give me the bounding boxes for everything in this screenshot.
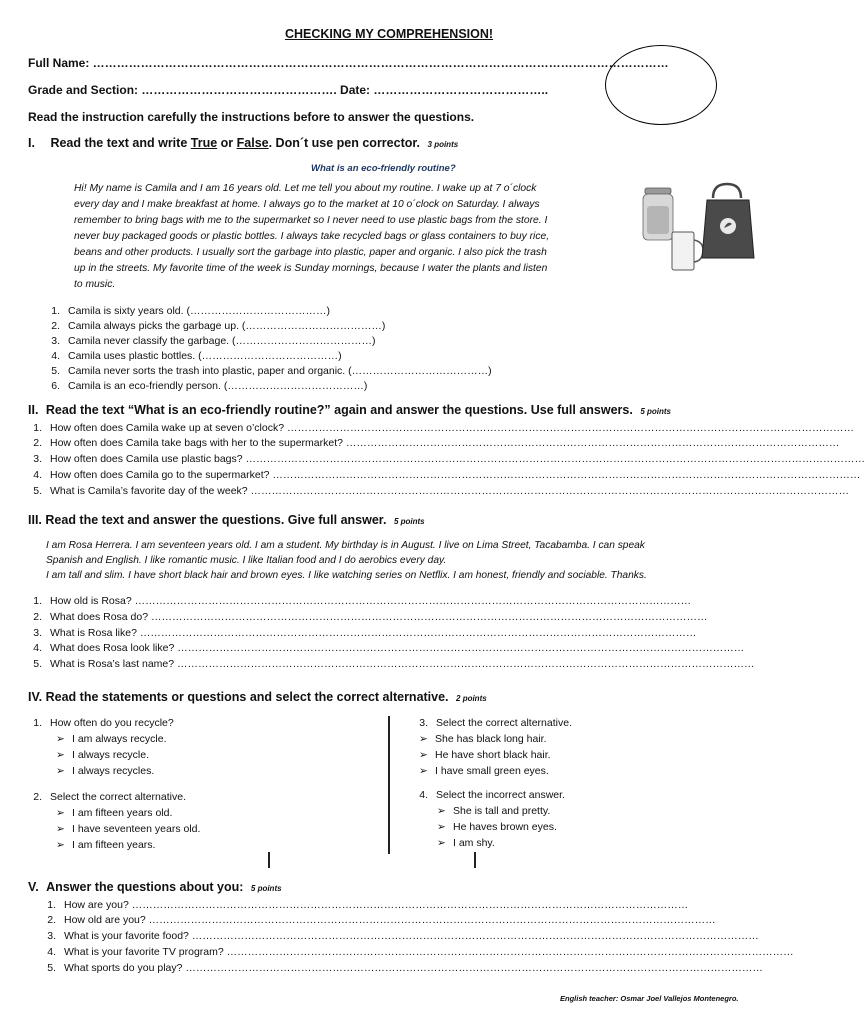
mc-question-3: 3. Select the correct alternative.: [419, 717, 572, 729]
column-divider-tick: [268, 852, 270, 868]
section-5-heading: [28, 880, 282, 894]
column-divider-tick: [474, 852, 476, 868]
mc-option[interactable]: ➢ I always recycle.: [56, 749, 150, 761]
section-1-text-post: . Don´t use pen corrector.: [268, 136, 421, 150]
photo-circle: [605, 45, 717, 125]
section-4-number: IV.: [28, 690, 43, 704]
question-item[interactable]: 2. How often does Camila take bags with her to the supermarket? ……………………………………………………………………………………………………………………………: [33, 437, 840, 449]
passage-line: I am tall and slim. I have short black hair and brown eyes. I like watching series on Netflix. I am honest, friendly and sociable. Thanks.: [46, 570, 647, 581]
section-1-heading: [28, 136, 458, 150]
mc-option[interactable]: ➢ She has black long hair.: [419, 733, 547, 745]
question-item[interactable]: 4. How often does Camila go to the supermarket? ……………………………………………………………………………………………………………………………………………………: [33, 469, 861, 481]
mc-option[interactable]: ➢ He haves brown eyes.: [437, 821, 557, 833]
question-item[interactable]: 3. How often does Camila use plastic bags? ……………………………………………………………………………………………………………………………………………………………: [33, 453, 865, 465]
true-false-item[interactable]: 4. Camila uses plastic bottles. (…………………………………): [51, 350, 342, 362]
mc-question-2: 2. Select the correct alternative.: [33, 791, 186, 803]
mc-question-4: 4. Select the incorrect answer.: [419, 789, 565, 801]
section-2-points: 5 points: [640, 407, 671, 416]
section-2-text: Read the text “What is an eco-friendly routine?” again and answer the questions. Use full answers.: [45, 403, 633, 417]
arrow-bullet-icon: ➢: [56, 733, 65, 745]
arrow-bullet-icon: ➢: [56, 765, 65, 777]
passage-line: Spanish and English. I like romantic music. I like Italian food and I do aerobics every day.: [46, 555, 447, 566]
arrow-bullet-icon: ➢: [437, 805, 446, 817]
general-instruction: Read the instruction carefully the instructions before to answer the questions.: [28, 110, 475, 124]
teacher-credit: English teacher: Osmar Joel Vallejos Montenegro.: [560, 994, 739, 1003]
true-false-item[interactable]: 6. Camila is an eco-friendly person. (…………………………………): [51, 380, 368, 392]
section-5-number: V.: [28, 880, 39, 894]
passage-line: never buy packaged goods or plastic bottles. I always take recycled bags or glass containers to buy rice,: [74, 231, 550, 242]
question-item[interactable]: 2. How old are you? ………………………………………………………………………………………………………………………………………………: [47, 914, 716, 926]
question-item[interactable]: 2. What does Rosa do? ……………………………………………………………………………………………………………………………………………: [33, 611, 708, 623]
section-3-text: Read the text and answer the questions. Give full answer.: [45, 513, 387, 527]
passage-line: to music.: [74, 279, 116, 290]
section-3-points: 5 points: [393, 517, 425, 526]
full-name-field: Full Name: ………………………………………………………………………………………………………………………………: [28, 56, 669, 70]
arrow-bullet-icon: ➢: [419, 765, 428, 777]
word-false: False: [236, 136, 269, 150]
arrow-bullet-icon: ➢: [437, 821, 446, 833]
mc-option[interactable]: ➢ I am shy.: [437, 837, 495, 849]
mc-option[interactable]: ➢ He have short black hair.: [419, 749, 551, 761]
word-true: True: [190, 136, 218, 150]
passage-line: remember to bring bags with me to the supermarket so I never need to use plastic bags from the store. I: [74, 215, 548, 226]
mc-option[interactable]: ➢ I am fifteen years old.: [56, 807, 173, 819]
section-3-heading: [28, 513, 425, 527]
question-item[interactable]: 4. What does Rosa look like? ………………………………………………………………………………………………………………………………………………: [33, 642, 745, 654]
section-1-points: 3 points: [427, 140, 459, 149]
reusable-bag-icon: [702, 184, 754, 258]
question-item[interactable]: 1. How often does Camila wake up at seven o’clock? ………………………………………………………………………………………………………………………………………………: [33, 422, 854, 434]
question-item[interactable]: 1. How old is Rosa? ……………………………………………………………………………………………………………………………………………: [33, 595, 692, 607]
arrow-bullet-icon: ➢: [419, 733, 428, 745]
mc-option[interactable]: ➢ I have seventeen years old.: [56, 823, 201, 835]
question-item[interactable]: 3. What is your favorite food? ………………………………………………………………………………………………………………………………………………: [47, 930, 759, 942]
true-false-item[interactable]: 2. Camila always picks the garbage up. (…………………………………): [51, 320, 386, 332]
passage-line: Hi! My name is Camila and I am 16 years old. Let me tell you about my routine. I wake up at 7 o´clock: [74, 183, 537, 194]
mc-option[interactable]: ➢ I am always recycle.: [56, 733, 167, 745]
section-2-heading: [28, 403, 671, 417]
passage-line: up in the streets. My favorite time of the week is Sunday mornings, because I water the plants and listen: [74, 263, 548, 274]
arrow-bullet-icon: ➢: [419, 749, 428, 761]
glass-jar-icon: [643, 188, 673, 240]
arrow-bullet-icon: ➢: [56, 839, 65, 851]
reading-title: What is an eco-friendly routine?: [311, 163, 456, 174]
word-or: or: [220, 136, 234, 150]
arrow-bullet-icon: ➢: [56, 823, 65, 835]
mc-option[interactable]: ➢ I always recycles.: [56, 765, 155, 777]
section-4-heading: [28, 690, 487, 704]
mc-option[interactable]: ➢ I am fifteen years.: [56, 839, 156, 851]
mug-icon: [672, 232, 703, 270]
eco-products-illustration: [640, 180, 755, 280]
question-item[interactable]: 1. How are you? ……………………………………………………………………………………………………………………………………………: [47, 899, 689, 911]
passage-line: every day and I make breakfast at home. I always go to the market at 10 o´clock on Saturday. I always: [74, 199, 540, 210]
true-false-item[interactable]: 5. Camila never sorts the trash into plastic, paper and organic. (…………………………………): [51, 365, 492, 377]
question-item[interactable]: 5. What sports do you play? …………………………………………………………………………………………………………………………………………………: [47, 962, 763, 974]
arrow-bullet-icon: ➢: [56, 807, 65, 819]
question-item[interactable]: 5. What is Rosa’s last name? …………………………………………………………………………………………………………………………………………………: [33, 658, 755, 670]
mc-option[interactable]: ➢ I have small green eyes.: [419, 765, 549, 777]
column-divider: [388, 716, 390, 854]
section-4-text: Read the statements or questions and select the correct alternative.: [45, 690, 449, 704]
true-false-item[interactable]: 3. Camila never classify the garbage. (…………………………………): [51, 335, 376, 347]
worksheet-title: CHECKING MY COMPREHENSION!: [284, 27, 494, 41]
passage-line: beans and other products. I usually sort the garbage into plastic, paper and organic. I also pick the trash: [74, 247, 547, 258]
section-5-points: 5 points: [250, 884, 282, 893]
reading-passage-camila: [74, 181, 634, 293]
arrow-bullet-icon: ➢: [437, 837, 446, 849]
mc-option[interactable]: ➢ She is tall and pretty.: [437, 805, 551, 817]
arrow-bullet-icon: ➢: [56, 749, 65, 761]
section-1-text-pre: Read the text and write: [50, 136, 188, 150]
section-5-text: Answer the questions about you:: [46, 880, 244, 894]
mc-question-1: 1. How often do you recycle?: [33, 717, 174, 729]
question-item[interactable]: 5. What is Camila’s favorite day of the week? ………………………………………………………………………………………………………………………………………………………: [33, 485, 850, 497]
passage-line: I am Rosa Herrera. I am seventeen years old. I am a student. My birthday is in August. I live on Lima Street, Tacabamba. I can speak: [46, 540, 645, 551]
reading-passage-rosa: [46, 538, 758, 583]
grade-date-field: Grade and Section: …………………………………………. Date: ……………………………………..: [28, 83, 549, 97]
true-false-item[interactable]: 1. Camila is sixty years old. (…………………………………): [51, 305, 330, 317]
section-4-points: 2 points: [456, 694, 487, 703]
section-2-number: II.: [28, 403, 39, 417]
question-item[interactable]: 3. What is Rosa like? ……………………………………………………………………………………………………………………………………………: [33, 627, 697, 639]
question-item[interactable]: 4. What is your favorite TV program? ………………………………………………………………………………………………………………………………………………: [47, 946, 794, 958]
section-1-number: I.: [28, 136, 35, 150]
section-3-number: III.: [28, 513, 42, 527]
